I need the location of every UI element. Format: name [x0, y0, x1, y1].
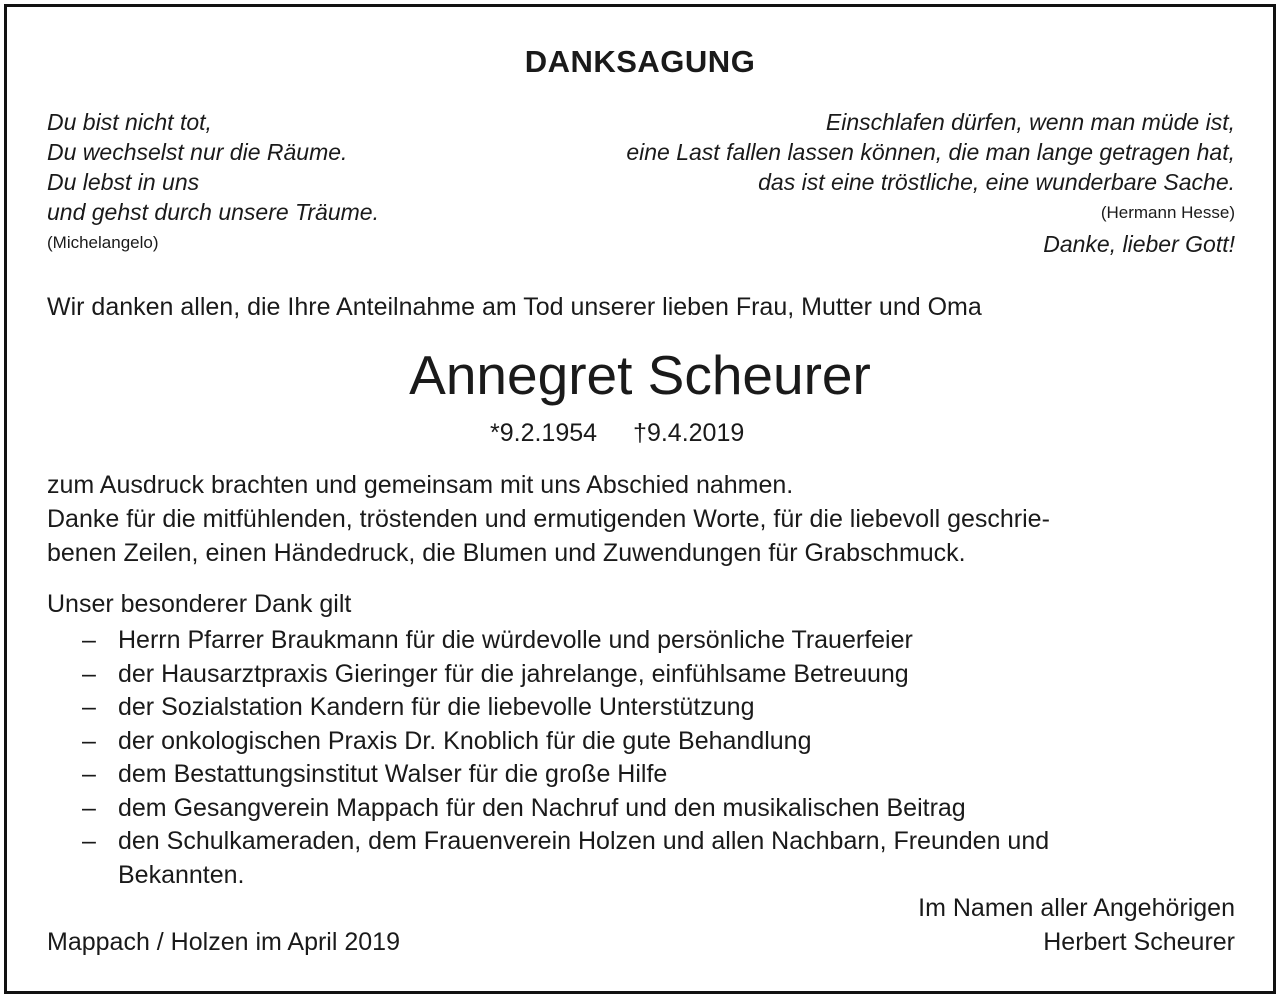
- quote-right-line: das ist eine tröstliche, eine wunderbare Sache.: [758, 169, 1235, 195]
- quote-right-closing: Danke, lieber Gott!: [1043, 231, 1235, 257]
- life-dates: [490, 416, 744, 450]
- notice-heading: DANKSAGUNG: [524, 44, 756, 79]
- death-date: †9.4.2019: [633, 419, 745, 447]
- deceased-name: Annegret Scheurer: [409, 344, 871, 406]
- quote-right-line: Einschlafen dürfen, wenn man müde ist,: [825, 109, 1235, 135]
- dash-bullet: –: [82, 726, 96, 755]
- dash-bullet: –: [82, 827, 96, 855]
- list-item: [82, 758, 1049, 792]
- list-item: [82, 792, 1049, 826]
- signature-block: [918, 891, 1235, 959]
- list-item-text: der Sozialstation Kandern für die liebevolle Unterstützung: [118, 693, 755, 721]
- signatory-name: Herbert Scheurer: [1043, 928, 1235, 956]
- list-item: [82, 825, 1049, 892]
- thanks-list: [82, 624, 1049, 892]
- quote-right-line: eine Last fallen lassen können, die man lange getragen hat,: [626, 139, 1235, 165]
- dash-bullet: –: [82, 760, 96, 788]
- list-item-text: der onkologischen Praxis Dr. Knoblich für die gute Behandlung: [118, 726, 812, 755]
- dash-bullet: –: [82, 693, 96, 721]
- quote-left-line: Du lebst in uns: [47, 169, 200, 195]
- intro-text: Wir danken allen, die Ihre Anteilnahme am Tod unserer lieben Frau, Mutter und Oma: [47, 293, 982, 321]
- quote-left-line: und gehst durch unsere Träume.: [47, 199, 379, 225]
- body-text: [47, 468, 1050, 570]
- list-item-text: dem Bestattungsinstitut Walser für die große Hilfe: [118, 760, 668, 788]
- dash-bullet: –: [82, 626, 96, 654]
- list-item-text: der Hausarztpraxis Gieringer für die jahrelange, einfühlsame Betreuung: [118, 659, 909, 688]
- birth-date: *9.2.1954: [490, 419, 598, 447]
- quote-left-line: Du wechselst nur die Räume.: [47, 139, 348, 165]
- place-date: Mappach / Holzen im April 2019: [47, 928, 400, 956]
- dash-bullet: –: [82, 659, 96, 688]
- signature-line: Im Namen aller Angehörigen: [918, 894, 1235, 922]
- dash-bullet: –: [82, 793, 96, 822]
- list-item-continuation: Bekannten.: [118, 860, 245, 889]
- list-item: [82, 658, 1049, 692]
- list-item: [82, 691, 1049, 725]
- body-line: zum Ausdruck brachten und gemeinsam mit uns Abschied nahmen.: [47, 471, 794, 499]
- body-line: benen Zeilen, einen Händedruck, die Blumen und Zuwendungen für Grabschmuck.: [47, 539, 966, 567]
- quote-right: [626, 107, 1235, 259]
- list-item: [82, 624, 1049, 658]
- quote-right-source: (Hermann Hesse): [1100, 203, 1235, 222]
- quote-left-line: Du bist nicht tot,: [47, 109, 212, 135]
- body-line: Danke für die mitfühlenden, tröstenden und ermutigenden Worte, für die liebevoll geschrie-: [47, 505, 1050, 533]
- list-item-text: den Schulkameraden, dem Frauenverein Holzen und allen Nachbarn, Freunden und: [118, 827, 1050, 855]
- list-item-text: Herrn Pfarrer Braukmann für die würdevolle und persönliche Trauerfeier: [118, 626, 913, 654]
- quote-left: [47, 107, 379, 259]
- special-thanks-heading: Unser besonderer Dank gilt: [47, 590, 352, 618]
- list-item: [82, 725, 1049, 759]
- quote-left-source: (Michelangelo): [47, 233, 159, 252]
- list-item-text: dem Gesangverein Mappach für den Nachruf und den musikalischen Beitrag: [118, 793, 966, 822]
